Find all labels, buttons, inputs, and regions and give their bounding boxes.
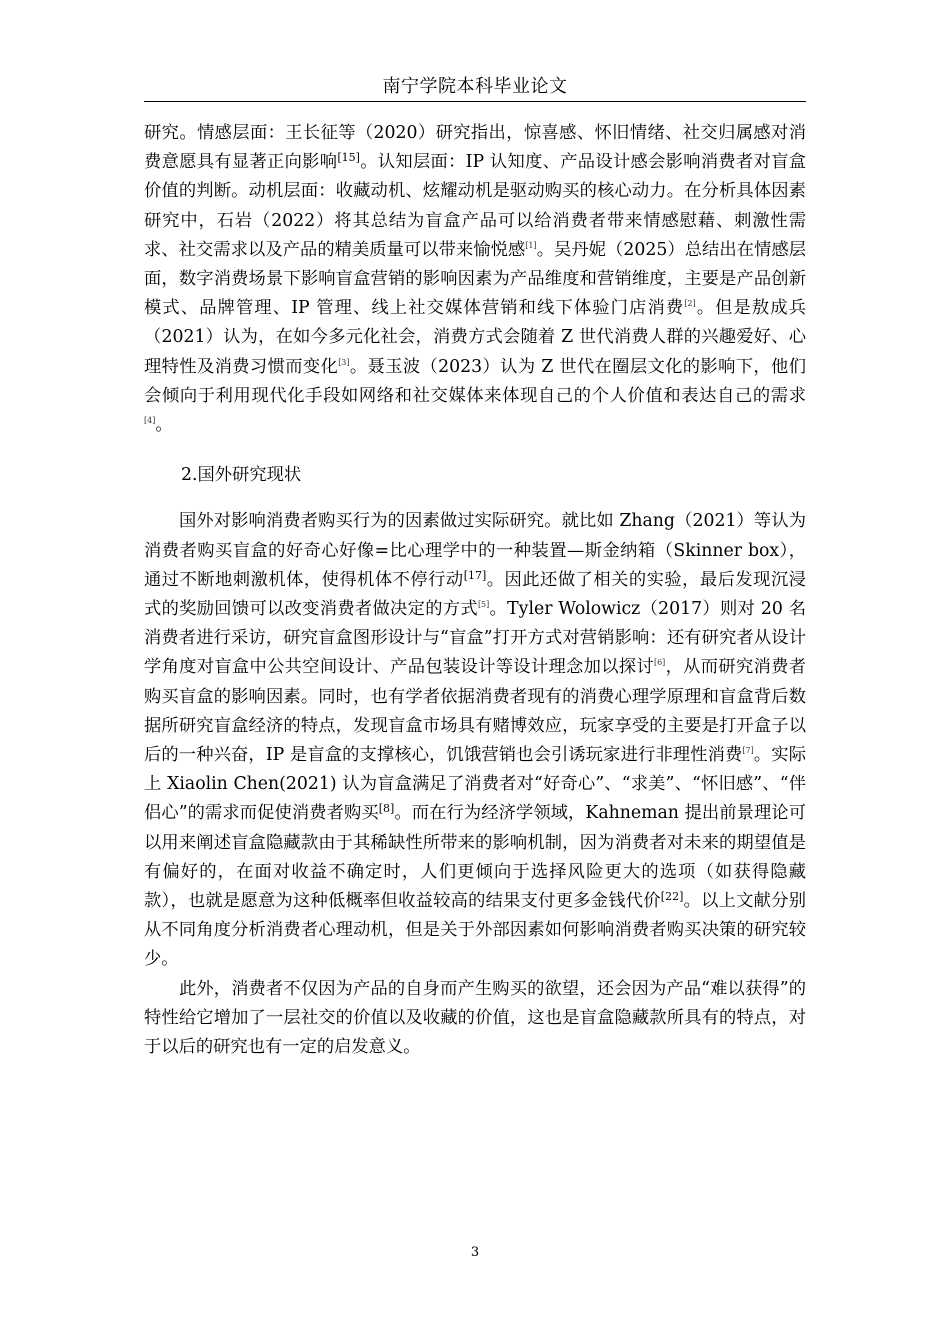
citation-ref: [3] (338, 357, 350, 367)
paragraph-text: 。实际上 Xiaolin Chen(2021) 认为盲盒满足了消费者对“好奇心”、“求美”、“怀旧感”、“伴侣心”的需求而促使消费者购买 (144, 745, 806, 824)
paragraph-text: 。但是敖成兵（2021）认为，在如今多元化社会，消费方式会随着 Z 世代消费人群的兴趣爱好、心理特性及消费习惯而变化 (144, 298, 806, 377)
section-heading: 2.国外研究现状 (181, 465, 302, 486)
paragraph-text: 。而在行为经济学领域，Kahneman 提出前景理论可以用来阐述盲盒隐藏款由于其稀缺性所带来的影响机制，因为消费者对未来的期望值是有偏好的，在面对收益不确定时，人们更倾向于选择风险更大的选项（如获得隐藏款），也就是愿意为这种低概率但收益较高的结果支付更多金钱代价 (144, 803, 807, 912)
body-text (144, 119, 806, 1062)
paragraph-text: 。 (155, 415, 173, 436)
paragraph-text: 。认知层面：IP 认知度、产品设计感会影响消费者对盲盒价值的判断。动机层面：收藏动机、炫耀动机是驱动购买的核心动力。在分析具体因素研究中，石岩（2022）将其总结为盲盒产品可以给消费者带来情感慰藉、刺激性需求、社交需求以及产品的精美质量可以带来愉悦感 (144, 152, 806, 260)
paragraph-text: 。以上文献分别从不同角度分析消费者心理动机，但是关于外部因素如何影响消费者购买决策的研究较少。 (144, 891, 806, 970)
paragraph-foreign-research (144, 507, 806, 974)
paragraph-text: 。Tyler Wolowicz（2017）则对 20 名消费者进行采访，研究盲盒图形设计与“盲盒”打开方式对营销影响：还有研究者从设计学角度对盲盒中公共空间设计、产品包装设计等设计理念加以探讨 (144, 599, 806, 678)
page-number: 3 (470, 1245, 480, 1260)
paragraph-text: 研究。情感层面：王长征等（2020）研究指出，惊喜感、怀旧情绪、社交归属感对消费意愿具有显著正向影响 (144, 123, 806, 173)
citation-ref: [17] (463, 568, 487, 582)
citation-ref: [2] (684, 299, 696, 309)
paragraph-text: 。因此还做了相关的实验，最后发现沉浸式的奖励回馈可以改变消费者做决定的方式 (144, 569, 806, 620)
page-header-title: 南宁学院本科毕业论文 (382, 76, 568, 97)
citation-ref: [8] (378, 802, 395, 816)
paragraph-text: 。吴丹妮（2025）总结出在情感层面，数字消费场景下影响盲盒营销的影响因素为产品维度和营销维度，主要是产品创新模式、品牌管理、IP 管理、线上社交媒体营销和线下体验门店消费 (144, 239, 806, 319)
citation-ref: [4] (144, 416, 156, 426)
paragraph-text: 国外对影响消费者购买行为的因素做过实际研究。就比如 Zhang（2021）等认为消费者购买盲盒的好奇心好像=比心理学中的一种装置—斯金纳箱（Skinner box），通过不断地刺激机体，使得机体不停行动 (144, 511, 806, 590)
paragraph-domestic-research (144, 119, 806, 440)
paragraph-text: ，从而研究消费者购买盲盒的影响因素。同时，也有学者依据消费者现有的消费心理学原理和盲盒背后数据所研究盲盒经济的特点，发现盲盒市场具有赌博效应，玩家享受的主要是打开盒子以后的一种兴奋，IP 是盲盒的支撑核心，饥饿营销也会引诱玩家进行非理性消费 (144, 657, 806, 766)
citation-ref: [6] (653, 658, 666, 668)
header-divider (144, 101, 806, 102)
citation-ref: [22] (660, 890, 684, 904)
paragraph-conclusion: 此外，消费者不仅因为产品的自身而产生购买的欲望，还会因为产品“难以获得”的特性给它增加了一层社交的价值以及收藏的价值，这也是盲盒隐藏款所具有的特点，对于以后的研究也有一定的启发意义。 (144, 978, 806, 1058)
citation-ref: [5] (477, 600, 490, 610)
citation-ref: [7] (742, 746, 754, 756)
citation-ref: [1] (525, 240, 537, 250)
paragraph-text: 。聂玉波（2023）认为 Z 世代在圈层文化的影响下，他们会倾向于利用现代化手段如网络和社交媒体来体现自己的个人价值和表达自己的需求 (144, 356, 806, 406)
citation-ref: [15] (337, 151, 360, 165)
